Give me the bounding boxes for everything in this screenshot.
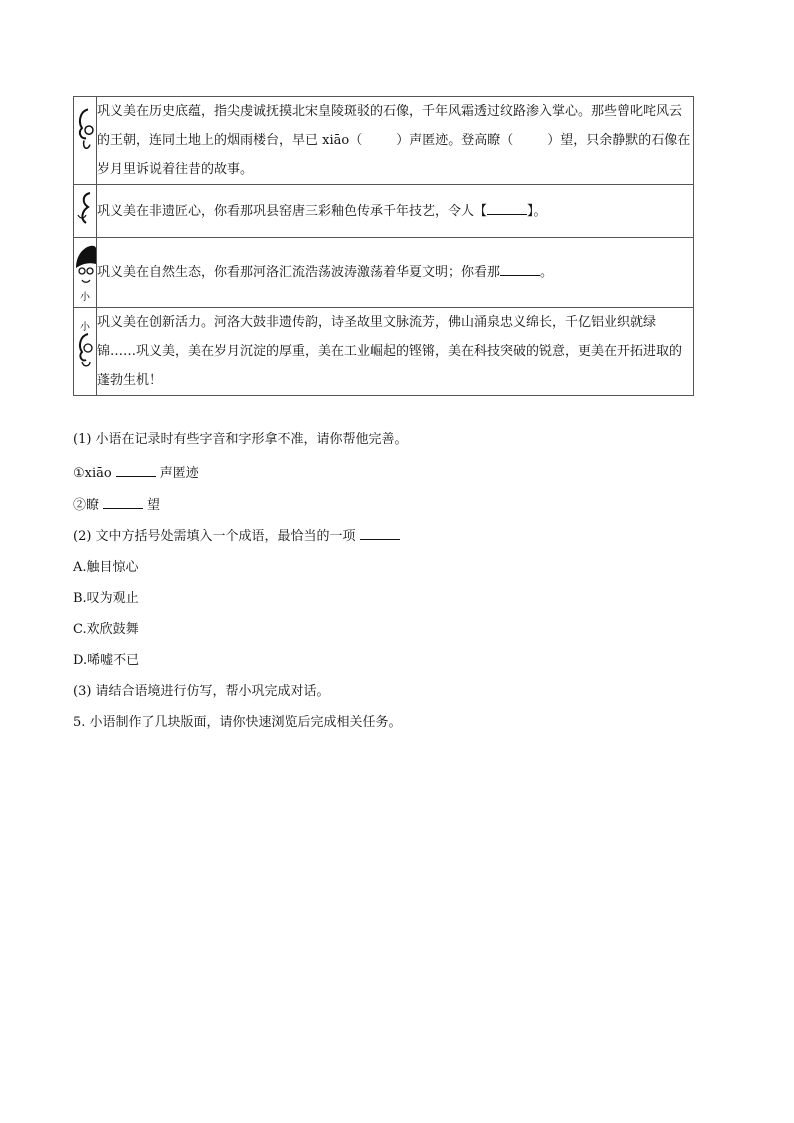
girl-avatar-icon xyxy=(74,185,96,237)
option-b[interactable]: B.叹为观止 xyxy=(73,591,139,606)
dialogue-row-innovation xyxy=(74,308,694,396)
answer-blank[interactable] xyxy=(360,528,400,540)
option-a[interactable]: A.触目惊心 xyxy=(73,560,139,575)
dialogue-row-nature xyxy=(74,238,694,308)
girl-avatar-icon xyxy=(74,97,96,184)
avatar-cell xyxy=(74,185,97,238)
dialogue-row-heritage xyxy=(74,185,694,238)
question-1-item-b: ②瞭 望 xyxy=(73,498,161,513)
question-5: 5. 小语制作了几块版面，请你快速浏览后完成相关任务。 xyxy=(73,715,402,730)
dialogue-row-history xyxy=(74,97,694,185)
question-1: (1) 小语在记录时有些字音和字形拿不准，请你帮他完善。 xyxy=(73,432,408,447)
question-2: (2) 文中方括号处需填入一个成语，最恰当的一项 xyxy=(73,525,404,544)
avatar-label: 小 xyxy=(80,292,90,303)
avatar-cell xyxy=(74,238,97,308)
option-d[interactable]: D.唏嘘不已 xyxy=(73,653,140,668)
answer-blank[interactable] xyxy=(116,465,156,477)
option-c[interactable]: C.欢欣鼓舞 xyxy=(73,622,139,637)
dialogue-text-heritage: 巩义美在非遗匠心，你看那巩县窑唐三彩釉色传承千年技艺，令人【 】。 xyxy=(97,185,694,238)
answer-blank[interactable] xyxy=(103,497,143,509)
dialogue-table xyxy=(73,96,694,396)
question-3: (3) 请结合语境进行仿写，帮小巩完成对话。 xyxy=(73,684,330,699)
avatar-cell xyxy=(74,97,97,185)
girl-avatar-icon xyxy=(74,308,96,395)
answer-blank[interactable] xyxy=(500,263,540,276)
question-1-item-a: ①xiāo 声匿迹 xyxy=(73,466,199,481)
dialogue-text-nature: 巩义美在自然生态，你看那河洛汇流浩荡波涛激荡着华夏文明；你看那 。 xyxy=(97,238,694,308)
answer-blank[interactable] xyxy=(487,202,527,215)
dialogue-text-innovation: 巩义美在创新活力。河洛大鼓非遗传韵，诗圣故里文脉流芳，佛山涌泉忠义绵长，千亿铝业织就绿锦……巩义美，美在岁月沉淀的厚重，美在工业崛起的铿锵，美在科技突破的锐意，更美在开拓进取的蓬勃生机！ xyxy=(97,308,694,396)
avatar-label: 小 xyxy=(80,322,90,333)
avatar-cell xyxy=(74,308,97,396)
dialogue-text-history: 巩义美在历史底蕴，指尖虔诚抚摸北宋皇陵斑驳的石像，千年风霜透过纹路渗入掌心。那些曾叱咤风云的王朝，连同土地上的烟雨楼台，早已 xiāo（ ）声匿迹。登高瞭（ ）望，只余静默的石像在岁月里诉说着往昔的故事。 xyxy=(97,97,694,185)
